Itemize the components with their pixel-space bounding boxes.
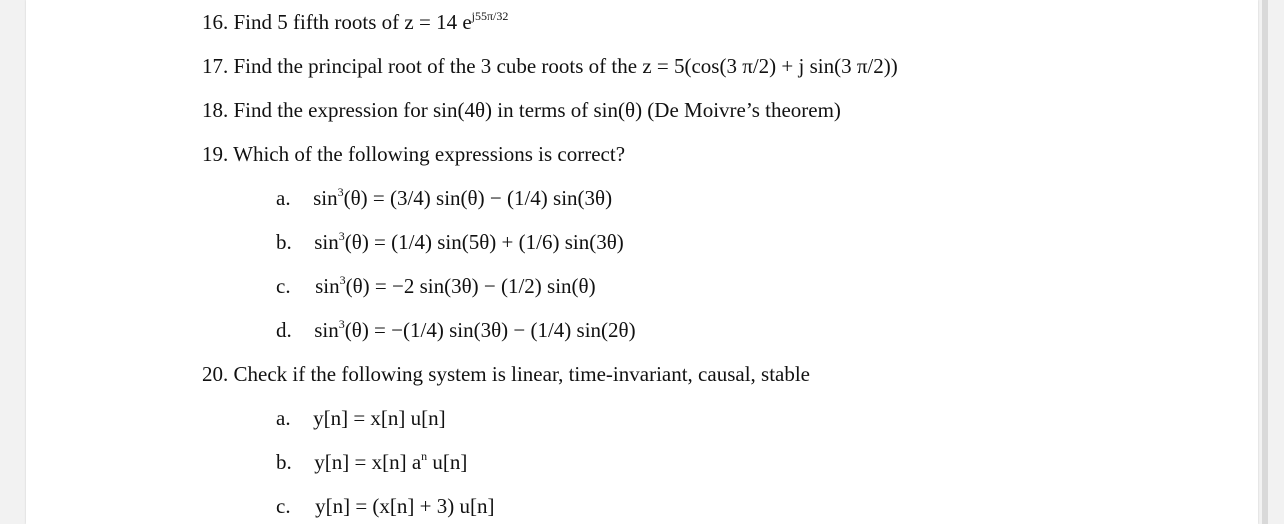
question-text: Find the principal root of the 3 cube roots of the z = 5(cos(3 π/2) + j sin(3 π/2)) [233, 54, 898, 78]
question-number: 18. [202, 98, 229, 122]
option-19d [276, 317, 636, 342]
option-letter: a. [276, 186, 291, 210]
exponent: j55π/32 [471, 9, 509, 23]
document-page [26, 0, 1258, 524]
question-19 [202, 144, 625, 165]
option-letter: d. [276, 318, 292, 342]
option-19b [276, 229, 624, 254]
option-19a [276, 185, 613, 210]
option-text: $\sin^3(\theta) = (1/4) \sin(5\theta) + (1/6)$ sin(3θ) [314, 229, 624, 254]
question-number: 16. [202, 10, 229, 34]
option-text: y[n] = x[n] $a^n$ u[n] [314, 449, 468, 474]
option-letter: a. [276, 406, 291, 430]
option-text: y[n] = x[n] u[n] [313, 406, 446, 430]
question-18 [202, 100, 841, 121]
question-17 [202, 56, 898, 77]
question-text: Find 5 fifth roots of z = 14 e [233, 10, 472, 34]
option-19c [276, 273, 596, 298]
question-text: Which of the following expressions is correct? [233, 142, 626, 166]
option-20a [276, 408, 446, 429]
option-letter: b. [276, 450, 292, 474]
question-number: 19. [202, 142, 229, 166]
question-number: 17. [202, 54, 229, 78]
option-letter: b. [276, 230, 292, 254]
option-text: $\sin^3(\theta) = (3/4) \sin(\theta) - (1/4)$ sin(3θ) [313, 185, 613, 210]
option-text: $\sin^3(\theta) = -2$ sin(3θ) − (1/2) sin(θ) [315, 273, 596, 298]
question-20 [202, 364, 810, 385]
question-16 [202, 9, 509, 34]
option-20c [276, 496, 494, 517]
page-edge [1262, 0, 1268, 524]
option-letter: c. [276, 274, 291, 298]
question-text: Check if the following system is linear, time-invariant, causal, stable [233, 362, 811, 386]
question-number: 20. [202, 362, 229, 386]
option-text: y[n] = (x[n] + 3) u[n] [315, 494, 495, 518]
option-20b [276, 449, 468, 474]
option-letter: c. [276, 494, 291, 518]
question-text: Find the expression for sin(4θ) in terms of sin(θ) (De Moivre’s theorem) [233, 98, 841, 122]
option-text: $\sin^3(\theta) = -(1/4) \sin(3\theta) - (1/4)$ sin(2θ) [314, 317, 636, 342]
